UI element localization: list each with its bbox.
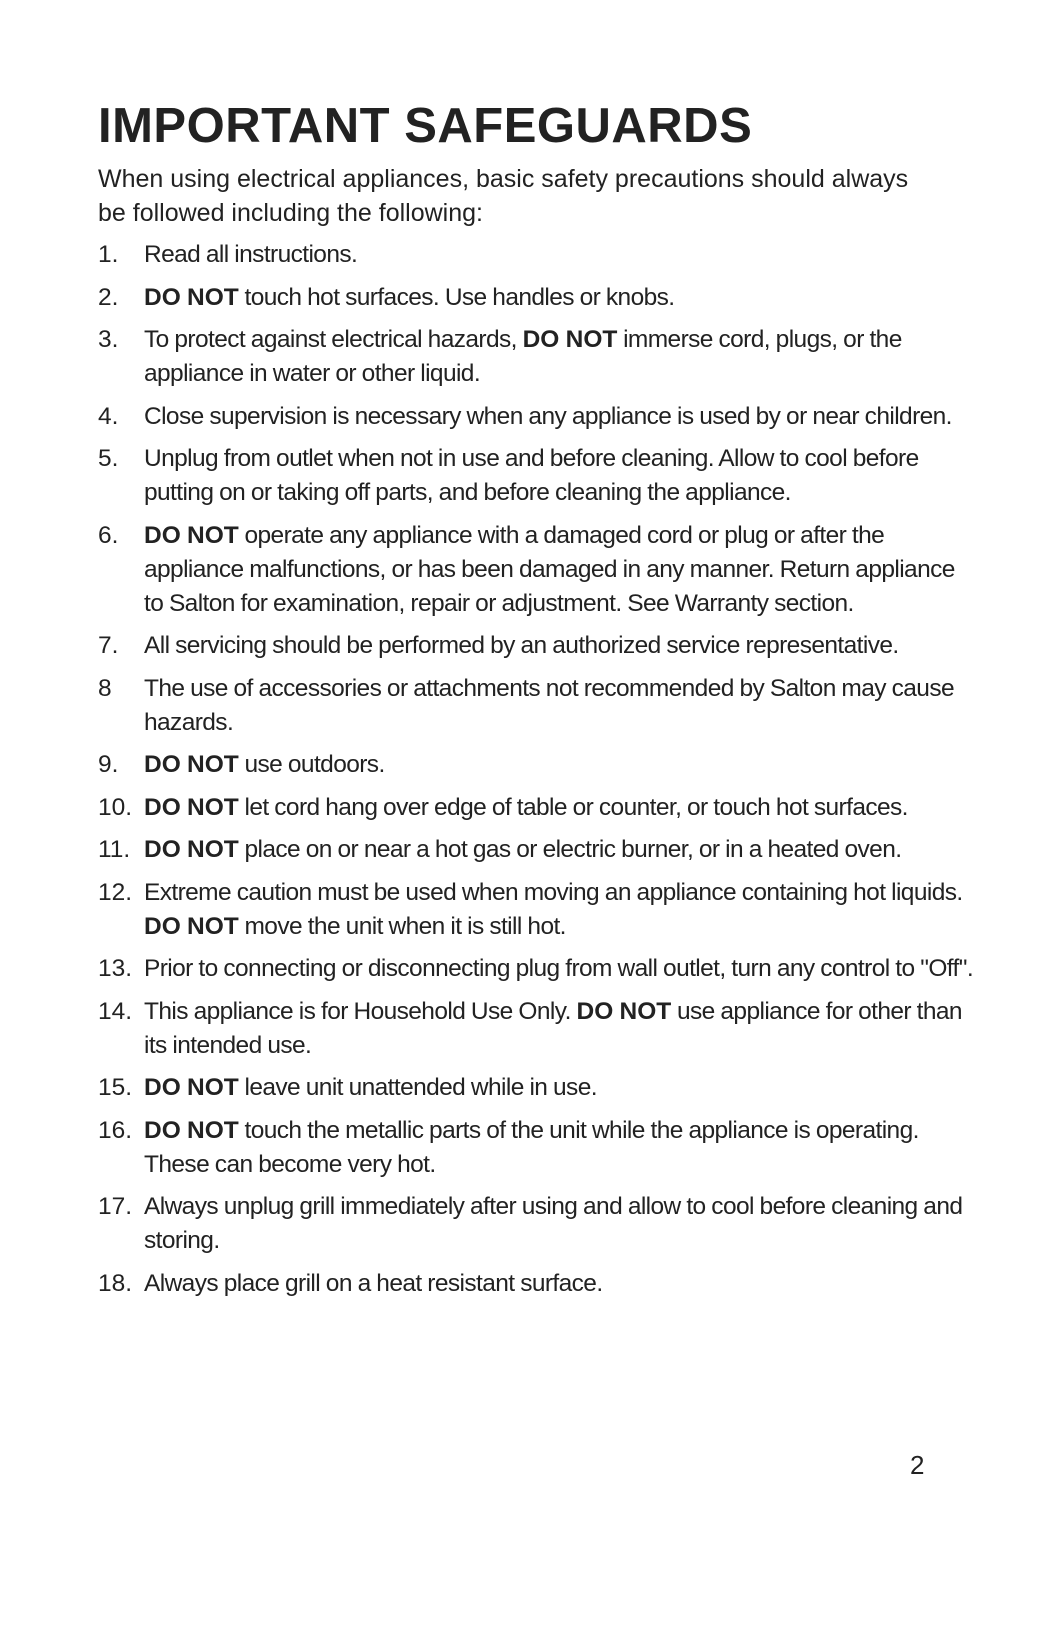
safeguard-item (98, 238, 978, 272)
item-text-body: Always place grill on a heat resistant surface. (144, 1269, 603, 1297)
item-number: 10. (98, 793, 133, 821)
item-number: 2. (98, 283, 119, 311)
item-text (144, 833, 978, 867)
do-not-emphasis: DO NOT (144, 1116, 239, 1144)
do-not-emphasis: DO NOT (144, 521, 239, 549)
item-text-body: use outdoors. (244, 751, 385, 778)
item-text-body: leave unit unattended while in use. (244, 1074, 597, 1101)
item-number: 14. (98, 997, 133, 1025)
item-number: 8 (98, 674, 112, 702)
item-text-body: All servicing should be performed by an authorized service representative. (144, 632, 899, 659)
safeguard-item (98, 1190, 978, 1258)
item-text-body: Prior to connecting or disconnecting plug from wall outlet, turn any control to "Off". (144, 955, 974, 982)
item-text (144, 519, 978, 621)
safeguard-item (98, 1114, 978, 1182)
item-number: 7. (98, 632, 119, 659)
item-text-body: The use of accessories or attachments not recommended by Salton may cause hazards. (144, 674, 954, 736)
item-text-body: Always unplug grill immediately after using and allow to cool before cleaning and storing. (144, 1193, 963, 1254)
item-text-lead: This appliance is for Household Use Only. (144, 997, 571, 1025)
safeguard-item (98, 876, 978, 944)
item-text (144, 995, 978, 1063)
item-text-body: operate any appliance with a damaged cord or plug or after the appliance malfunctions, or has been damaged in any manner. Return appliance to Salton for examination, repair or adjustment. See Warranty section. (144, 521, 955, 617)
item-text-body: use appliance for other than its intended use. (144, 997, 962, 1059)
safeguard-item (98, 748, 978, 782)
item-number: 17. (98, 1193, 133, 1220)
do-not-emphasis: DO NOT (522, 326, 618, 353)
item-number: 9. (98, 751, 119, 778)
item-text-body: touch hot surfaces. Use handles or knobs. (244, 283, 675, 311)
safeguard-item (98, 791, 978, 825)
item-text-body: Close supervision is necessary when any appliance is used by or near children. (144, 402, 952, 430)
item-text (144, 1190, 978, 1258)
item-number: 11. (98, 836, 131, 863)
safeguard-item (98, 519, 978, 621)
safeguard-item (98, 672, 978, 740)
item-text-body: touch the metallic parts of the unit while the appliance is operating. These can become very hot. (144, 1116, 919, 1178)
item-number: 4. (98, 402, 119, 430)
item-text-lead: Extreme caution must be used when moving an appliance containing hot liquids. (144, 878, 963, 906)
item-text (144, 238, 978, 272)
safeguard-item (98, 833, 978, 867)
item-text-body: place on or near a hot gas or electric burner, or in a heated oven. (244, 836, 902, 863)
safeguard-item (98, 400, 978, 434)
item-number: 15. (98, 1074, 133, 1101)
item-text (144, 629, 978, 663)
do-not-emphasis: DO NOT (144, 793, 239, 821)
safeguard-item (98, 995, 978, 1063)
page-title: IMPORTANT SAFEGUARDS (98, 99, 753, 153)
item-text (144, 1267, 978, 1301)
do-not-emphasis: DO NOT (144, 751, 239, 778)
item-text-body: let cord hang over edge of table or counter, or touch hot surfaces. (244, 793, 908, 821)
item-number: 16. (98, 1116, 133, 1144)
safeguard-item (98, 1071, 978, 1105)
item-text (144, 791, 978, 825)
intro-paragraph: When using electrical appliances, basic safety precautions should always be followed including the following: (98, 165, 909, 227)
item-text-body: Unplug from outlet when not in use and before cleaning. Allow to cool before putting on or taking off parts, and before cleaning the appliance. (144, 445, 919, 506)
item-text (144, 876, 978, 944)
safeguard-item (98, 1267, 978, 1301)
do-not-emphasis: DO NOT (144, 283, 239, 311)
safeguard-item (98, 629, 978, 663)
item-number: 18. (98, 1269, 133, 1297)
item-text-body: immerse cord, plugs, or the appliance in water or other liquid. (144, 326, 902, 387)
item-text (144, 400, 978, 434)
item-text (144, 672, 978, 740)
item-number: 12. (98, 878, 133, 906)
page-number: 2 (910, 1450, 925, 1480)
item-text (144, 323, 978, 391)
item-text (144, 748, 978, 782)
item-number: 5. (98, 445, 119, 472)
item-text (144, 1071, 978, 1105)
item-text (144, 281, 978, 315)
safeguard-list (98, 238, 978, 1309)
safeguard-item (98, 952, 978, 986)
safeguard-item (98, 281, 978, 315)
do-not-emphasis: DO NOT (144, 1074, 239, 1101)
item-number: 3. (98, 326, 119, 353)
item-number: 1. (98, 241, 119, 268)
do-not-emphasis: DO NOT (144, 836, 239, 863)
item-text-body: Read all instructions. (144, 241, 358, 268)
item-number: 13. (98, 955, 133, 982)
do-not-emphasis: DO NOT (576, 997, 672, 1025)
safeguard-item (98, 323, 978, 391)
item-text-lead: To protect against electrical hazards, (144, 326, 517, 353)
safeguard-item (98, 442, 978, 510)
item-text (144, 1114, 978, 1182)
do-not-emphasis: DO NOT (144, 912, 239, 940)
item-text-body: move the unit when it is still hot. (244, 912, 566, 940)
item-number: 6. (98, 521, 119, 549)
item-text (144, 442, 978, 510)
item-text (144, 952, 978, 986)
